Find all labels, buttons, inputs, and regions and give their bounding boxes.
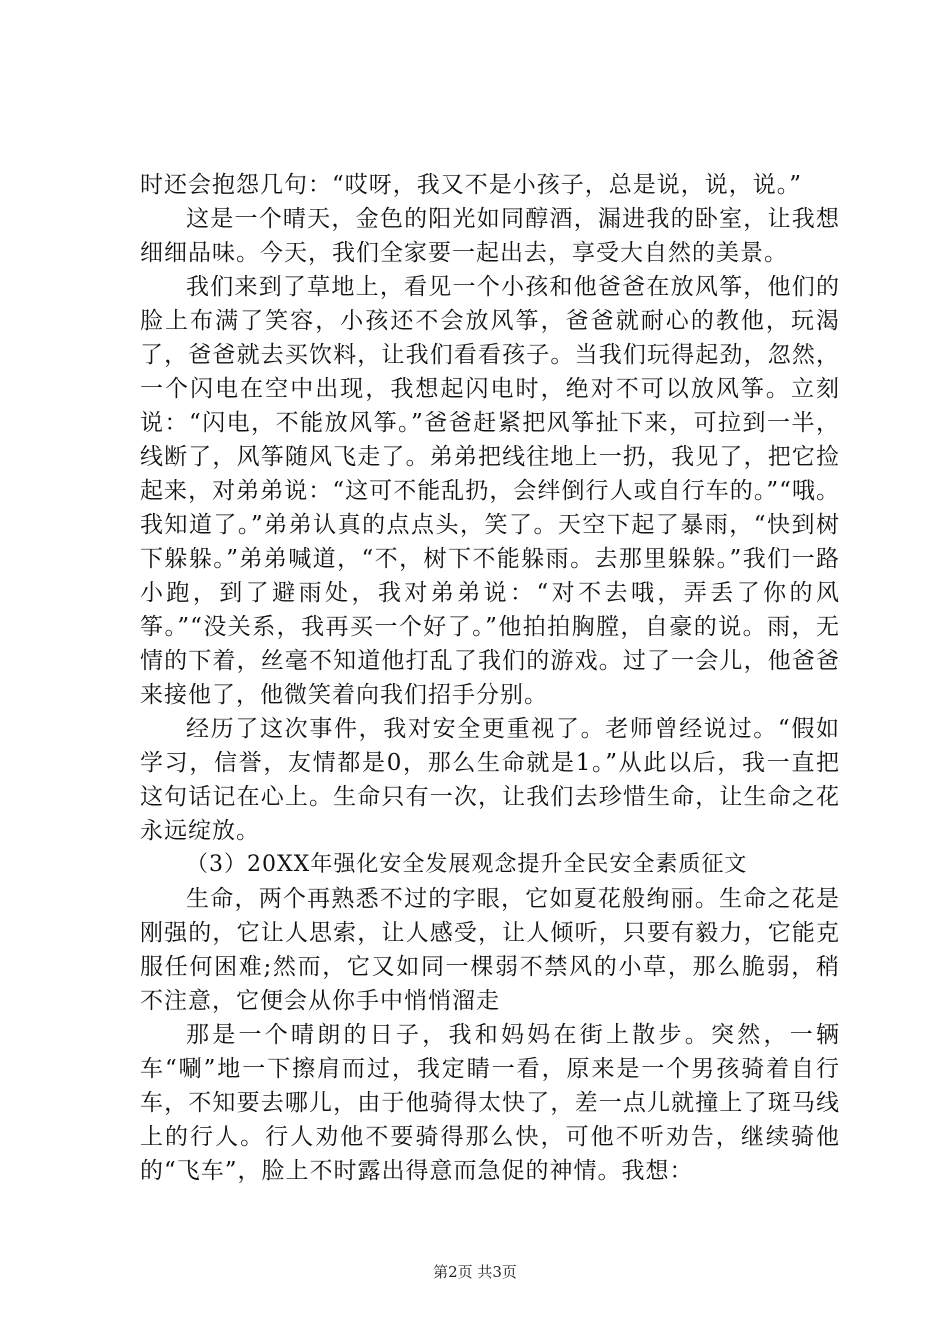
paragraph-life: 生命，两个再熟悉不过的字眼，它如夏花般绚丽。生命之花是刚强的，它让人思索，让人感受，让人倾听，只要有毅力，它能克服任何困难;然而，它又如同一棵弱不禁风的小草，那么脆弱，稍不注意，它便会从你手中悄悄溜走 (140, 886, 840, 1014)
paragraph-safety-lesson: 经历了这次事件，我对安全更重视了。老师曾经说过。“假如学习，信誉，友情都是0，那么生命就是1。”从此以后，我一直把这句话记在心上。生命只有一次，让我们去珍惜生命，让生命之花永远绽放。 (140, 716, 840, 844)
paragraph-kite-story: 我们来到了草地上，看见一个小孩和他爸爸在放风筝，他们的脸上布满了笑容，小孩还不会放风筝，爸爸就耐心的教他，玩渴了，爸爸就去买饮料，让我们看看孩子。当我们玩得起劲，忽然，一个闪电在空中出现，我想起闪电时，绝对不可以放风筝。立刻说：“闪电，不能放风筝。”爸爸赶紧把风筝扯下来，可拉到一半，线断了，风筝随风飞走了。弟弟把线往地上一扔，我见了，把它捡起来，对弟弟说：“这可不能乱扔，会绊倒行人或自行车的。”“哦。我知道了。”弟弟认真的点点头，笑了。天空下起了暴雨，“快到树下躲躲。”弟弟喊道，“不，树下不能躲雨。去那里躲躲。”我们一路小跑，到了避雨处，我对弟弟说：“对不去哦，弄丢了你的风筝。”“没关系，我再买一个好了。”他拍拍胸膛，自豪的说。雨，无情的下着，丝毫不知道他打乱了我们的游戏。过了一会儿，他爸爸来接他了，他微笑着向我们招手分别。 (140, 274, 840, 708)
section-heading: （3）20XX年强化安全发展观念提升全民安全素质征文 (186, 852, 748, 877)
page-footer: 第2页 共3页 (433, 1263, 517, 1281)
paragraph-sunny-day: 这是一个晴天，金色的阳光如同醇酒，漏进我的卧室，让我想细细品味。今天，我们全家要一起出去，享受大自然的美景。 (140, 206, 840, 266)
paragraph-street-walk: 那是一个晴朗的日子，我和妈妈在街上散步。突然，一辆车“唰”地一下擦肩而过，我定睛一看，原来是一个男孩骑着自行车，不知要去哪儿，由于他骑得太快了，差一点儿就撞上了斑马线上的行人。行人劝他不要骑得那么快，可他不听劝告，继续骑他的“飞车”，脸上不时露出得意而急促的神情。我想： (140, 1022, 840, 1184)
paragraph-continuation: 时还会抱怨几句：“哎呀，我又不是小孩子，总是说，说，说。” (140, 172, 803, 198)
document-body (140, 168, 840, 1188)
